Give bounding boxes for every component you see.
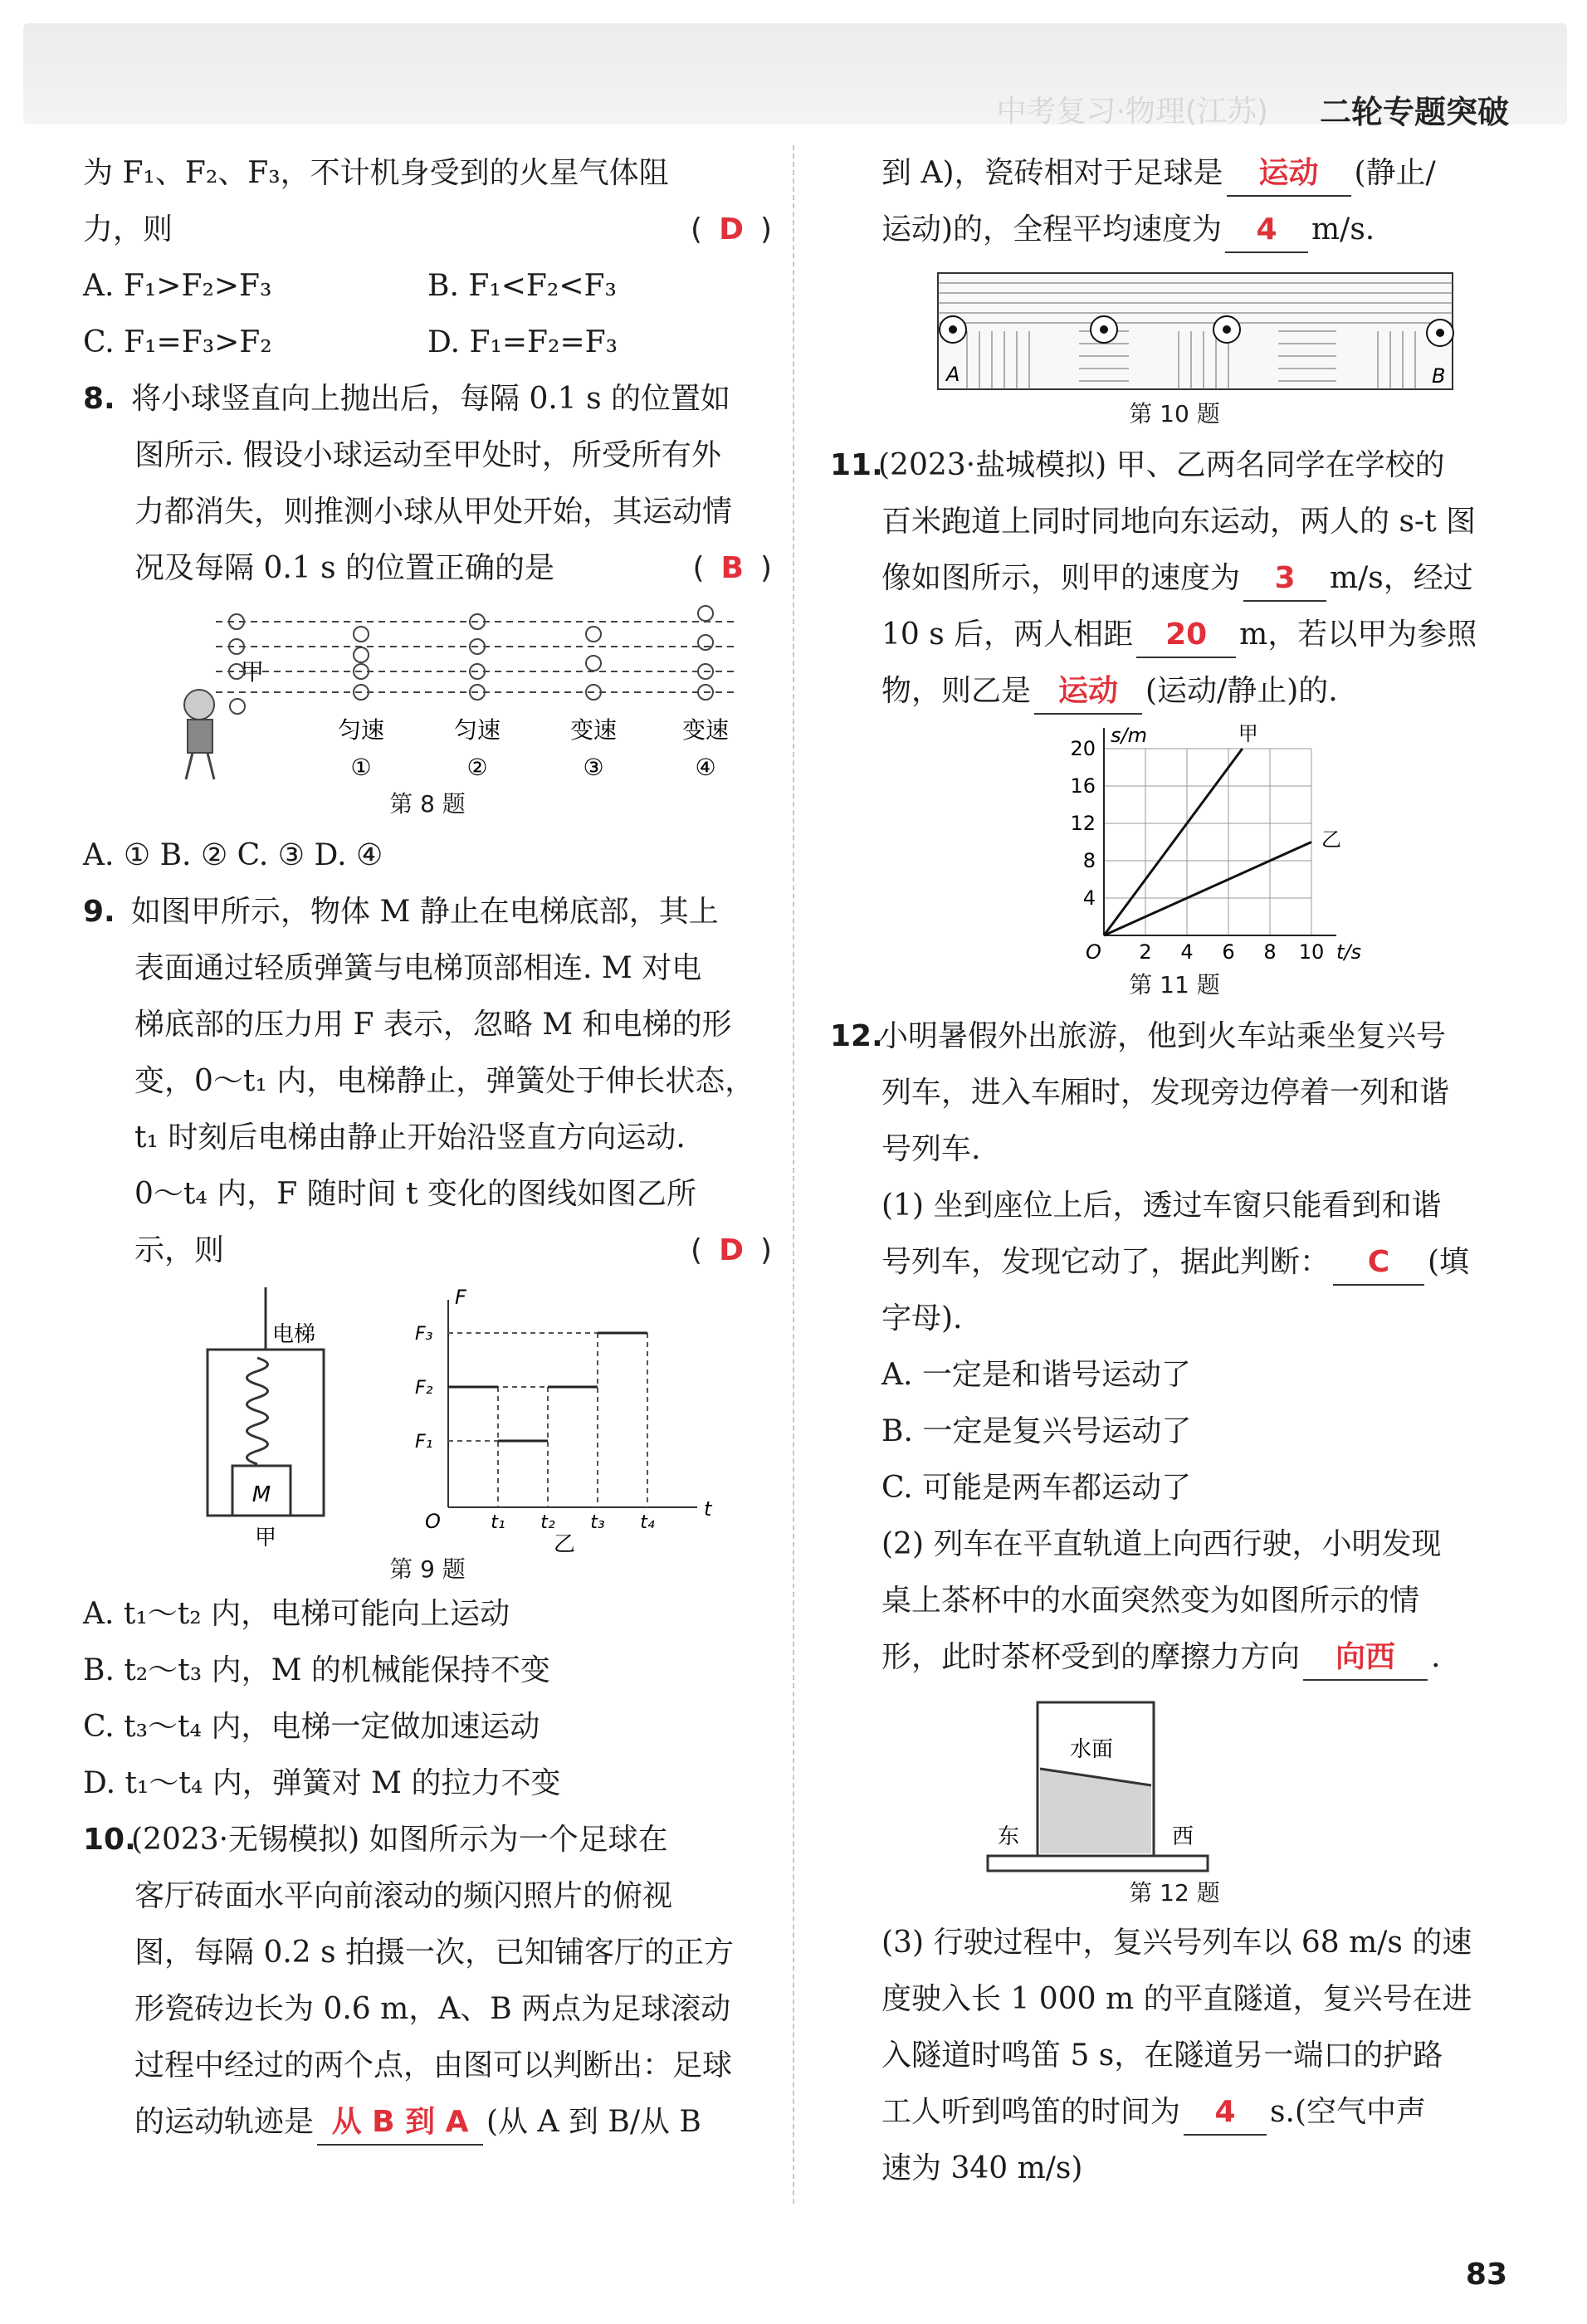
q12-table [988,1856,1208,1871]
series-label-1: 甲 [1238,722,1258,745]
q12-p1-answer: C [1333,1241,1424,1286]
q9-answer: D [719,1233,744,1267]
y-tick-label: 8 [1082,849,1096,872]
q11-motion-answer: 运动 [1034,670,1142,715]
q9-axis-t: t [704,1497,712,1521]
question-9 [83,884,772,1279]
q10-number: 10. [83,1823,136,1857]
q8-answer-bracket: ( B ) [692,551,772,585]
q9-tick-t4: t₄ [640,1512,655,1533]
q7-options-row1 [83,258,772,315]
q12-p2-line3: 形，此时茶杯受到的摩擦力方向 向西 . [881,1629,1519,1686]
q7-line2: 力，则 ( D ) [83,202,772,258]
q10-r1: 到 A)，瓷砖相对于足球是 运动 (静止/ [881,145,1519,202]
y-tick-label: 20 [1070,737,1096,760]
q7-options-row2 [83,315,772,371]
question-11 [830,437,1519,720]
q9-axis-f: F [455,1286,466,1309]
series-line-1 [1104,749,1243,935]
q12-p3-line3: 入隧道时鸣笛 5 s，在隧道另一端口的护路 [881,2038,1443,2073]
series-line-2 [1104,842,1311,936]
q8-col2-label: 匀速 [453,716,501,744]
q12-line: 号列车. [881,1132,981,1166]
q8-line: 力都消失，则推测小球从甲处开始，其运动情 [134,495,733,529]
q7-option-a: A. F₁>F₂>F₃ [83,269,272,303]
q11-line3: 像如图所示，则甲的速度为 3 m/s，经过 [881,550,1519,607]
q9-origin: O [425,1510,441,1533]
q7-option-d: D. F₁=F₂=F₃ [427,325,618,359]
q8-col3-label: 变速 [569,716,618,744]
right-column [830,145,1519,2197]
question-8 [83,371,772,597]
column-divider [793,145,794,2204]
q10-line: 形瓷砖边长为 0.6 m，A、B 两点为足球滚动 [134,1992,731,2026]
q10-point-b: B [1432,364,1446,388]
q12-caption: 第 12 题 [1129,1879,1220,1907]
origin-label: O [1086,940,1101,964]
x-axis-label: t/s [1336,940,1361,964]
q8-answer: B [720,551,744,585]
q12-p1-line2: 号列车，发现它动了，据此判断： C (填 [881,1234,1519,1291]
y-tick-label: 16 [1070,774,1096,798]
q12-p3-line2: 度驶入长 1 000 m 的平直隧道，复兴号在进 [881,1982,1472,2016]
q10-r2: 运动)的，全程平均速度为 4 m/s. [881,202,1519,258]
x-tick-label: 6 [1222,940,1235,964]
q8-col2-num: ② [466,754,488,781]
q9-jia-label: 甲 [254,1526,277,1550]
q12-p1-line1: (1) 坐到座位上后，透过车窗只能看到和谐 [881,1189,1442,1223]
q10-line: 客厅砖面水平向前滚动的频闪照片的俯视 [134,1879,673,1913]
q8-col3-num: ③ [583,754,604,781]
q12-option-a: A. 一定是和谐号运动了 [881,1358,1191,1392]
q11-st-chart [830,720,1519,969]
q12-line: 列车，进入车厢时，发现旁边停着一列和谐 [881,1076,1450,1110]
q7-answer: D [719,212,744,247]
q8-ball [230,699,245,714]
q9-option-a: A. t₁～t₂ 内，电梯可能向上运动 [83,1597,510,1631]
q7-option-b: B. F₁<F₂<F₃ [427,269,617,303]
q12-west-label: 西 [1171,1824,1194,1849]
y-tick-label: 12 [1070,812,1096,835]
q8-options: A. ① B. ② C. ③ D. ④ [83,838,383,872]
q8-caption: 第 8 题 [389,790,466,818]
q9-option-b: B. t₂～t₃ 内，M 的机械能保持不变 [83,1653,550,1687]
q12-p2-answer: 向西 [1303,1636,1428,1681]
q10-speed-answer: 4 [1225,208,1308,253]
q11-line5: 物，则乙是 运动 (运动/静止)的. [881,663,1519,720]
q9-line: 变，0～t₁ 内，电梯静止，弹簧处于伸长状态， [134,1064,755,1098]
header-section-title: 二轮专题突破 [1319,94,1509,130]
q12-p2-line2: 桌上茶杯中的水面突然变为如图所示的情 [881,1584,1420,1618]
page-number: 83 [1465,2258,1507,2292]
q10-line: 图，每隔 0.2 s 拍摄一次，已知铺客厅的正方 [134,1936,735,1970]
q9-line: t₁ 时刻后电梯由静止开始沿竖直方向运动. [134,1120,686,1155]
q9-option-c: C. t₃～t₄ 内，电梯一定做加速运动 [83,1710,540,1744]
page-header [23,23,1567,130]
x-tick-label: 8 [1263,940,1277,964]
q11-speed-answer: 3 [1243,557,1326,602]
q9-tick-f3: F₃ [415,1324,433,1345]
left-column [83,145,772,2151]
q9-line: 0～t₄ 内，F 随时间 t 变化的图线如图乙所 [134,1177,697,1211]
q9-answer-bracket: ( D ) [691,1233,772,1267]
y-tick-label: 4 [1082,886,1096,910]
q12-option-c: C. 可能是两车都运动了 [881,1471,1192,1505]
y-axis-label: s/m [1111,724,1147,747]
q8-number: 8. [83,382,115,416]
q8-line: 图所示. 假设小球运动至甲处时，所受所有外 [134,438,721,472]
q12-cup-figure [830,1686,1519,1877]
q12-p3-answer: 4 [1184,2091,1267,2136]
q10-traj-line: 的运动轨迹是 从 B 到 A (从 A 到 B/从 B [134,2094,772,2151]
q10-tile-answer: 运动 [1227,152,1351,197]
q12-p3-line4: 工人听到鸣笛的时间为 4 s.(空气中声 [881,2084,1519,2141]
q8-ball-columns [229,606,713,700]
q11-line1: (2023·盐城模拟) 甲、乙两名同学在学校的 [878,448,1445,482]
q8-jia-label: 甲 [241,658,265,686]
question-12-part3 [830,1915,1519,2197]
q10-line: 过程中经过的两个点，由图可以判断出：足球 [134,2048,733,2082]
question-10-continued [830,145,1519,258]
q8-boy-figure [184,690,245,779]
q12-p1-line3: 字母). [881,1301,963,1335]
header-book-title: 中考复习·物理(江苏) [996,95,1268,129]
q7-option-c: C. F₁=F₃>F₂ [83,325,272,359]
q8-figure [83,605,772,788]
q11-number: 11. [830,448,883,482]
q9-line: 表面通过轻质弹簧与电梯顶部相连. M 对电 [134,951,702,985]
q8-col4-num: ④ [695,754,716,781]
q8-line: 将小球竖直向上抛出后，每隔 0.1 s 的位置如 [131,382,731,416]
q7-line1: 为 F₁、F₂、F₃，不计机身受到的火星气体阻 [83,156,669,190]
q8-col1-num: ① [350,754,372,781]
question-12 [830,1008,1519,1686]
q8-col4-label: 变速 [681,716,730,744]
q9-m-label: M [251,1482,271,1507]
q9-yi-label: 乙 [553,1532,576,1553]
q12-option-b: B. 一定是复兴号运动了 [881,1414,1192,1448]
q8-col1-label: 匀速 [337,716,385,744]
q12-number: 12. [830,1019,883,1053]
x-tick-label: 4 [1180,940,1194,964]
q12-p2-line1: (2) 列车在平直轨道上向西行驶，小明发现 [881,1527,1442,1561]
q9-option-d: D. t₁～t₄ 内，弹簧对 M 的拉力不变 [83,1766,561,1800]
q9-elevator-label: 电梯 [272,1322,316,1347]
q8-dashed-lines [216,622,739,692]
q12-p3-line1: (3) 行驶过程中，复兴号列车以 68 m/s 的速 [881,1926,1472,1960]
q9-tick-t2: t₂ [540,1512,555,1533]
q12-east-label: 东 [997,1824,1020,1849]
q7-answer-bracket: ( D ) [691,212,772,247]
q9-line: 如图甲所示，物体 M 静止在电梯底部，其上 [131,895,719,929]
question-10 [83,1812,772,2151]
x-tick-label: 2 [1139,940,1152,964]
q12-line: 小明暑假外出旅游，他到火车站乘坐复兴号 [878,1019,1447,1053]
q9-line: 示，则 [134,1233,225,1267]
q9-number: 9. [83,895,115,929]
series-label-2: 乙 [1321,828,1341,852]
q9-tick-t3: t₃ [590,1512,605,1533]
x-tick-label: 10 [1298,940,1325,964]
q11-caption: 第 11 题 [1129,971,1220,998]
q8-line: 况及每隔 0.1 s 的位置正确的是 [134,551,555,585]
q10-traj-answer: 从 B 到 A [317,2101,483,2146]
q9-caption: 第 9 题 [389,1555,466,1583]
q9-tick-f1: F₁ [415,1432,433,1452]
q11-line4: 10 s 后，两人相距 20 m，若以甲为参照 [881,607,1519,663]
q9-tick-t1: t₁ [491,1512,505,1533]
q10-point-a: A [946,363,960,386]
q12-water-label: 水面 [1069,1737,1114,1762]
q10-caption: 第 10 题 [1129,400,1220,427]
question-7 [83,145,772,371]
q10-line: (2023·无锡模拟) 如图所示为一个足球在 [131,1823,668,1857]
q9-figure [83,1279,772,1553]
q9-f-t-graph [415,1286,713,1553]
q9-tick-f2: F₂ [415,1378,433,1399]
q11-line2: 百米跑道上同时同地向东运动，两人的 s-t 图 [881,505,1476,539]
q11-distance-answer: 20 [1136,613,1236,658]
q9-line: 梯底部的压力用 F 表示，忽略 M 和电梯的形 [134,1008,732,1042]
q10-figure [830,265,1519,398]
q12-p3-line5: 速为 340 m/s) [881,2151,1083,2185]
